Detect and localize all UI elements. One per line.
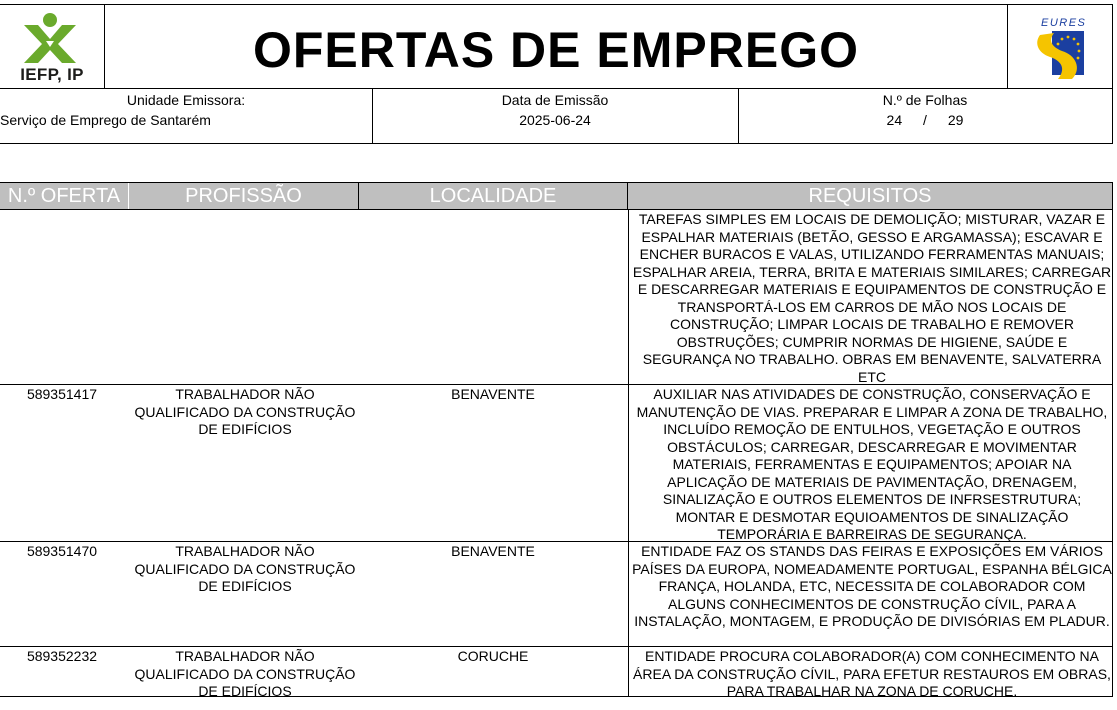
header-localidade: LOCALIDADE [359,183,628,209]
folhas-separator: / [923,112,927,128]
unidade-label: Unidade Emissora: [126,92,246,108]
offer-location: BENAVENTE [451,386,535,402]
iefp-logo-text: IEFP, IP [20,65,84,84]
eures-logo-text: EURES [1041,17,1087,29]
offer-number [0,210,124,211]
offer-profession: TRABALHADOR NÃO QUALIFICADO DA CONSTRUÇÃO DE EDIFÍCIOS [134,648,356,699]
offer-profession: TRABALHADOR NÃO QUALIFICADO DA CONSTRUÇÃO DE EDIFÍCIOS [134,543,356,594]
folhas-total: 29 [947,112,964,128]
numero-folhas [738,89,1112,143]
offer-profession: TRABALHADOR NÃO QUALIFICADO DA CONSTRUÇÃO DE EDIFÍCIOS [134,386,356,437]
offer-requirements: ENTIDADE FAZ OS STANDS DAS FEIRAS E EXPOSIÇÕES EM VÁRIOS PAÍSES DA EUROPA, NOMEADAMENTE PORTUGAL, ESPANHA BÉLGICA FRANÇA, HOLANDA, ETC, NECESSITA DE COLABORADOR COM ALGUNS CONHECIMENTOS DE CONSTRUÇÃO CÍVIL, PARA A INSTALAÇÃO, MONTAGEM, E PRODUÇÃO DE DIVISÓRIAS EM PLADUR. [628,542,1115,646]
table-row [0,210,1112,385]
unidade-emissora [0,89,373,143]
eures-logo-icon [1032,29,1088,85]
data-label: Data de Emissão [501,92,609,108]
offer-number: 589351470 [26,543,98,559]
document-meta [0,89,1113,144]
table-header [0,183,1112,210]
folhas-current: 24 [886,112,903,128]
eures-logo [1007,5,1113,89]
offer-profession [129,210,361,211]
header-requisitos: REQUISITOS [808,185,932,207]
folhas-label: N.º de Folhas [882,92,968,108]
table-row [0,542,1112,647]
offer-requirements: TAREFAS SIMPLES EM LOCAIS DE DEMOLIÇÃO; MISTURAR, VAZAR E ESPALHAR MATERIAIS (BETÃO, GESSO E ARGAMASSA); ESCAVAR E ENCHER BURACOS E VALAS, UTILIZANDO FERRAMENTAS MANUAIS; ESPALHAR AREIA, TERRA, BRITA E MATERIAIS SIMILARES; CARREGAR E DESCARREGAR MATERIAIS E EQUIPAMENTOS DE CONSTRUÇÃO E TRANSPORTÁ-LOS EM CARROS DE MÃO NOS LOCAIS DE CONSTRUÇÃO; LIMPAR LOCAIS DE TRABALHO E REMOVER OBSTRUÇÕES; CUMPRIR NORMAS DE HIGIENE, SAÚDE E SEGURANÇA NO TRABALHO. OBRAS EM BENAVENTE, SALVATERRA ETC [628,210,1115,384]
page-title: OFERTAS DE EMPREGO [252,22,859,78]
data-value: 2025-06-24 [519,112,591,128]
header-profissao: PROFISSÃO [129,183,359,209]
offer-location [358,210,628,211]
table-row [0,647,1112,697]
data-emissao [372,89,739,143]
iefp-logo [0,5,105,89]
table-row [0,385,1112,542]
offer-requirements: ENTIDADE PROCURA COLABORADOR(A) COM CONHECIMENTO NA ÁREA DA CONSTRUÇÃO CÍVIL, PARA EFETUR RESTAUROS EM OBRAS, PARA TRABALHAR NA ZONA DE CORUCHE. [628,647,1115,697]
offer-number: 589352232 [26,648,98,664]
folhas-value [738,112,1112,128]
iefp-logo-icon [18,11,82,65]
offer-requirements: AUXILIAR NAS ATIVIDADES DE CONSTRUÇÃO, CONSERVAÇÃO E MANUTENÇÃO DE VIAS. PREPARAR E LIMPAR A ZONA DE TRABALHO, INCLUÍDO REMOÇÃO DE ENTULHOS, VEGETAÇÃO E OUTROS OBSTÁCULOS; CARREGAR, DESCARREGAR E MOVIMENTAR MATERIAIS, FERRAMENTAS E EQUIPAMENTOS; APOIAR NA APLICAÇÃO DE MATERIAIS DE PAVIMENTAÇÃO, DRENAGEM, SINALIZAÇÃO E OUTROS ELEMENTOS DE INFRSESTRUTURA; MONTAR E DESMOTAR EQUIOAMENTOS DE SINALIZAÇÃO TEMPORÁRIA E BARREIRAS DE SEGURANÇA. [628,385,1115,541]
header-num-oferta: N.º OFERTA [0,183,129,209]
offers-table [0,182,1113,697]
offer-location: CORUCHE [457,648,529,664]
unidade-value: Serviço de Emprego de Santarém [0,112,211,128]
document-header [0,4,1113,89]
offer-location: BENAVENTE [451,543,535,559]
offer-number: 589351417 [26,386,98,402]
